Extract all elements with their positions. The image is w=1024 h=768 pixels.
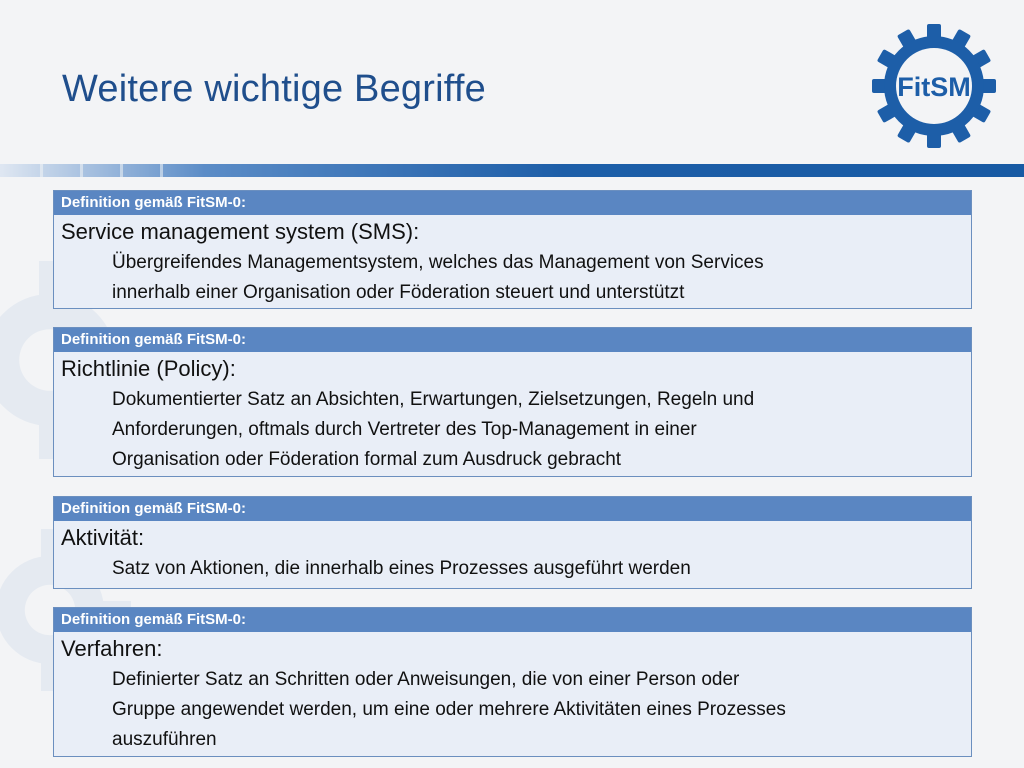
definition-box-procedure [53,607,972,757]
header-band [0,164,1024,177]
definition-term: Richtlinie (Policy): [61,356,236,381]
definition-header: Definition gemäß FitSM-0: [54,497,971,521]
definition-text: Übergreifendes Managementsystem, welches das Management von Services innerhalb einer Organisation oder Föderation steuert und unterstützt [112,252,764,303]
definition-text: Definierter Satz an Schritten oder Anweisungen, die von einer Person oder Gruppe angewendet werden, um eine oder mehrere Aktivitäten eines Prozesses auszuführen [112,669,786,750]
definition-header: Definition gemäß FitSM-0: [54,328,971,352]
logo-text: FitSM [897,72,971,102]
definition-text: Dokumentierter Satz an Absichten, Erwartungen, Zielsetzungen, Regeln und Anforderungen, oftmals durch Vertreter des Top-Management in einer Organisation oder Föderation formal zum Ausdruck gebracht [112,389,755,470]
definition-term: Aktivität: [61,525,145,550]
definition-text: Satz von Aktionen, die innerhalb eines Prozesses ausgeführt werden [112,558,691,579]
slide-title: Weitere wichtige Begriffe [62,68,486,110]
fitsm-logo-icon [870,22,998,150]
definition-box-sms [53,190,972,309]
definition-box-policy [53,327,972,477]
definition-header: Definition gemäß FitSM-0: [54,608,971,632]
definition-box-activity [53,496,972,589]
definition-header: Definition gemäß FitSM-0: [54,191,971,215]
definition-term: Verfahren: [61,636,163,661]
definition-term: Service management system (SMS): [61,219,420,244]
